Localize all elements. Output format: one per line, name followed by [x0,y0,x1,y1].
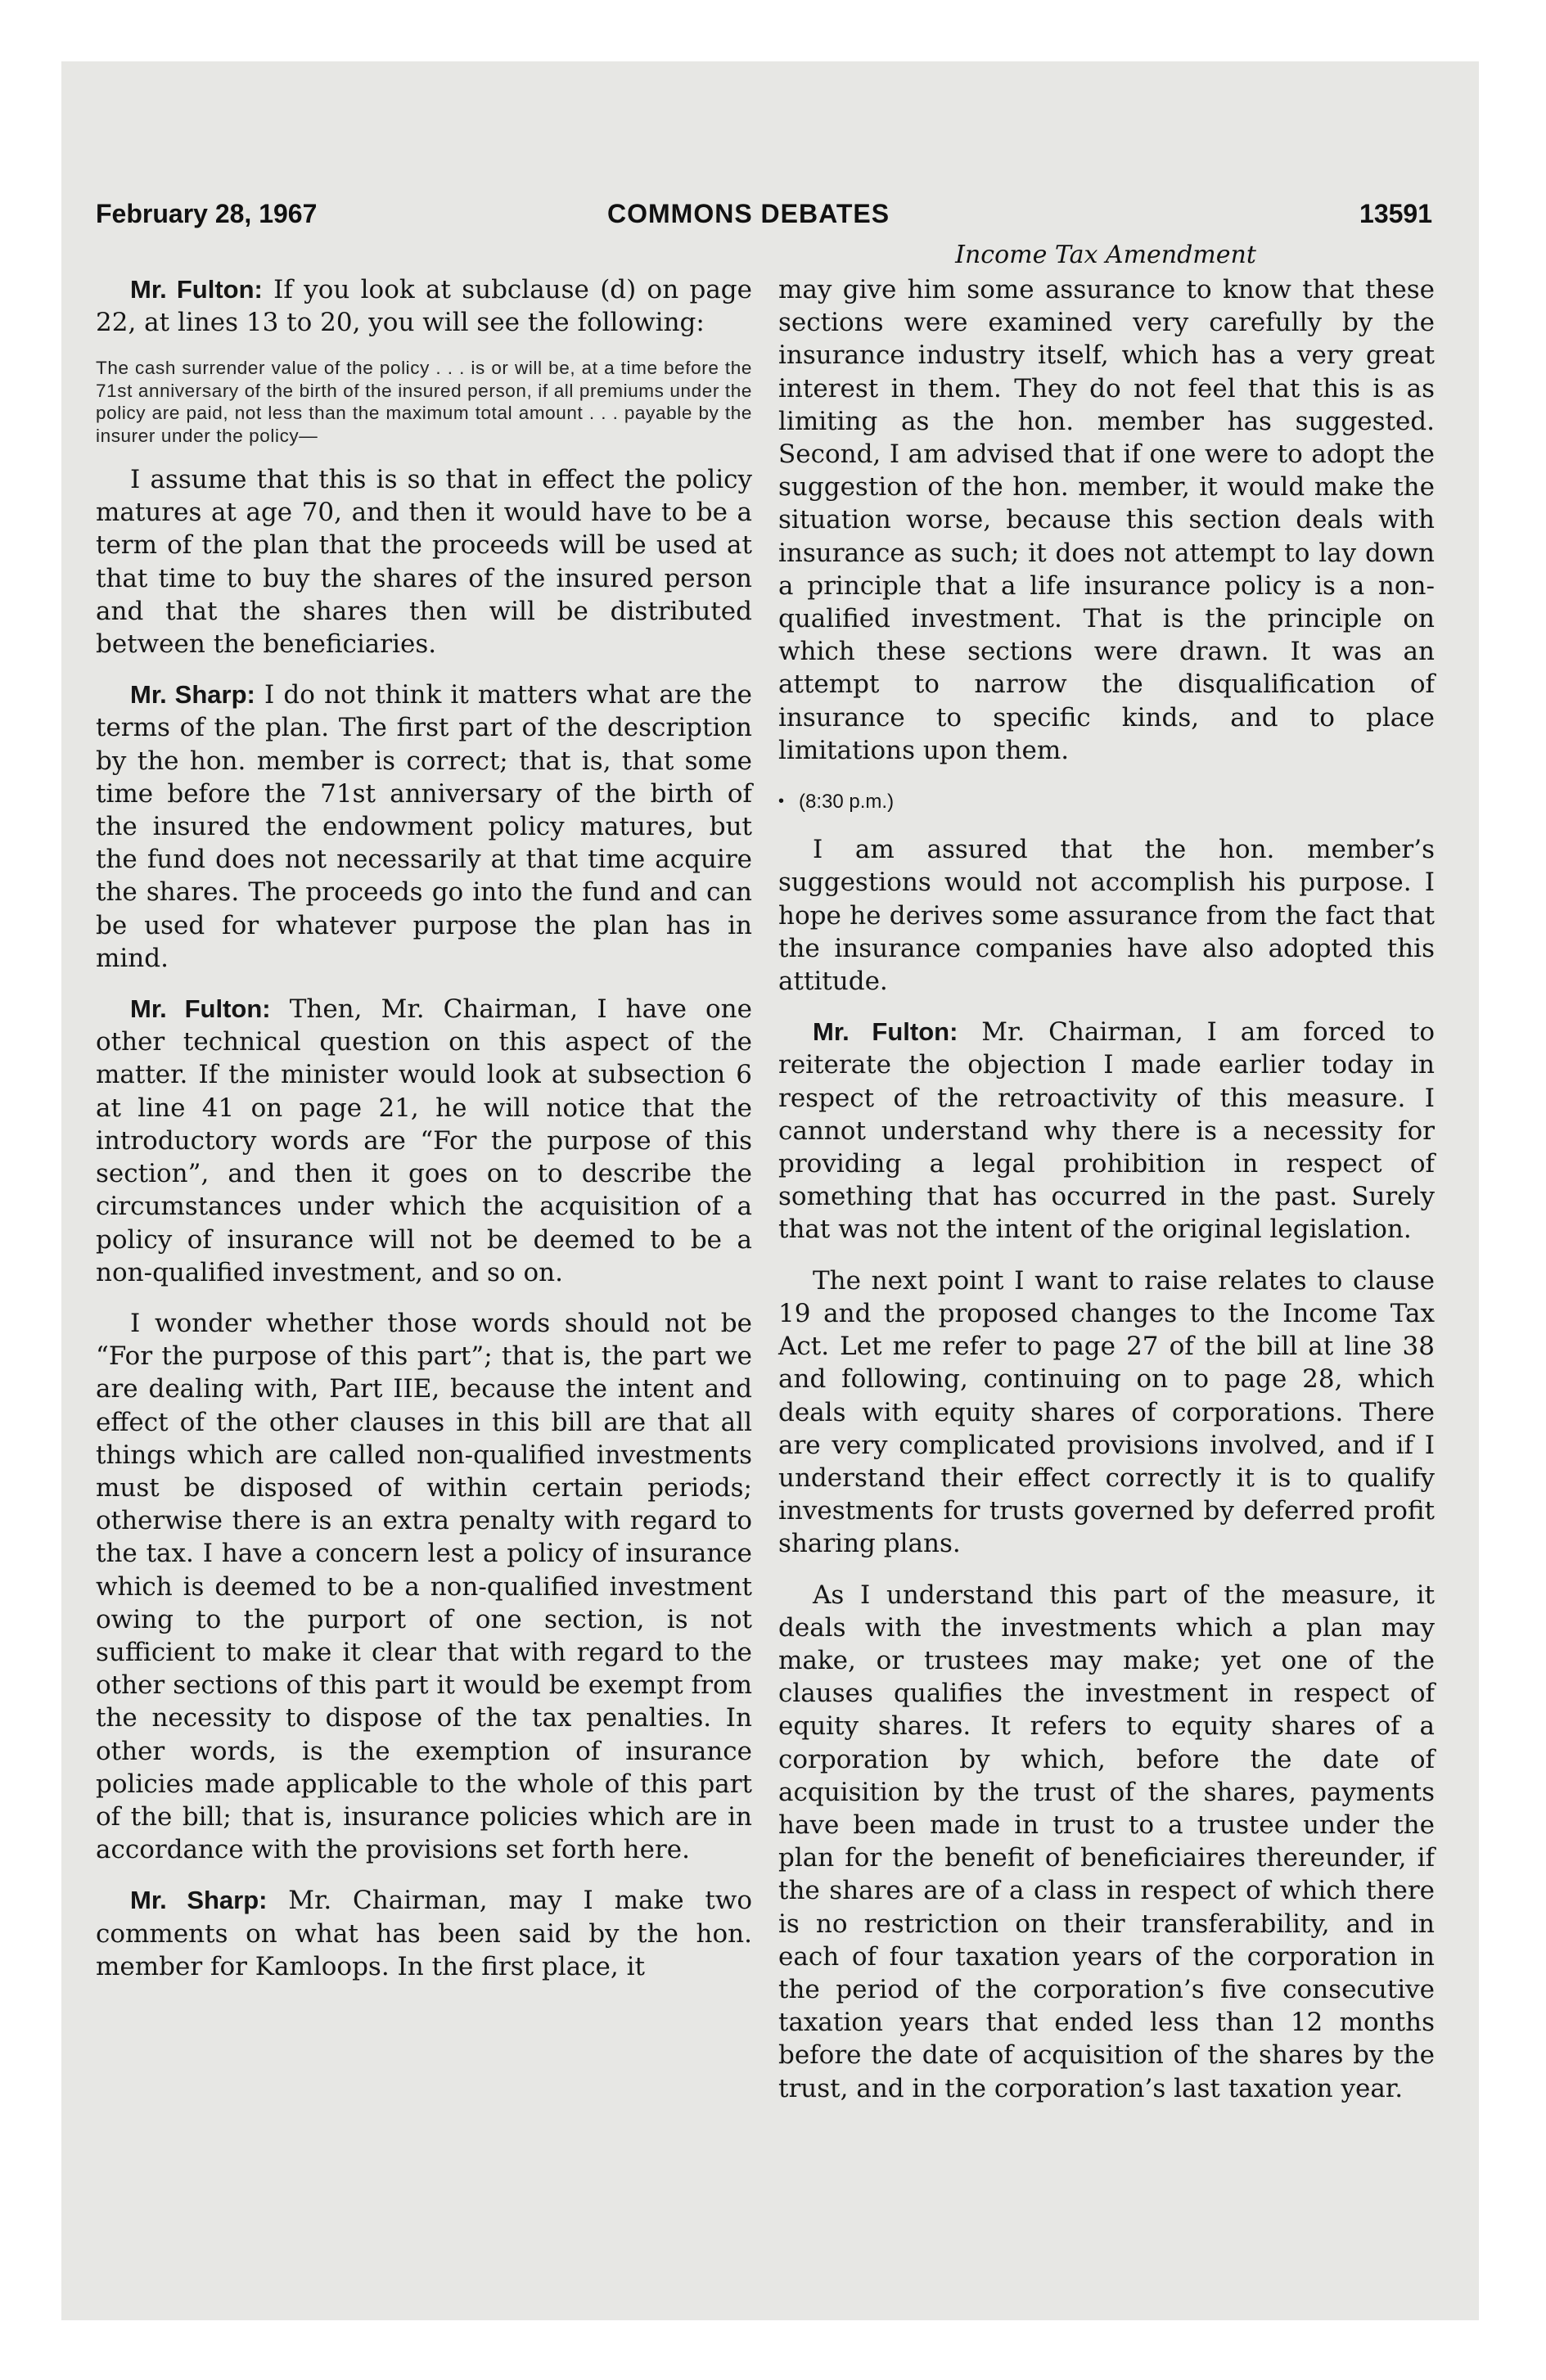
paragraph [96,678,752,975]
paragraph [778,1016,1435,1246]
paragraph [96,993,752,1289]
left-column [96,273,752,2001]
time-stamp [778,785,1435,818]
paragraph: may give him some assurance to know that these sections were examined very carefully by the insurance industry itself, which has a very great interest in them. They do not feel that this is as limiting as the hon. member has suggested. Second, I am advised that if one were to adopt the suggestion of the hon. member, it would make the situation worse, because this section deals with insurance as such; it does not attempt to lay down a principle that a life insurance policy is a non-qualified investment. That is the principle on which these sections were drawn. It was an attempt to narrow the disqualification of insurance to specific kinds, and to place limitations upon them. [778,275,1435,765]
paragraph: I wonder whether those words should not be “For the purpose of this part”; that is, the part we are dealing with, Part IIE, because the intent and effect of the other clauses in this bill are that all things which are called non-qualified investments must be disposed of within certain periods; otherwise there is an extra penalty with regard to the tax. I have a concern lest a policy of insurance which is deemed to be a non-qualified investment owing to the purport of one section, is not sufficient to make it clear that with regard to the other sections of this part it would be exempt from the necessity to dispose of the tax penalties. In other words, is the exemption of insurance policies made applicable to the whole of this part of the bill; that is, insurance policies which are in accordance with the provisions set forth here. [96,1308,752,1865]
paragraph [96,273,752,339]
speaker-name: Mr. Sharp: [130,680,255,710]
quoted-text: The cash surrender value of the policy . . . is or will be, at a time before the 71st anniversary of the birth of the insured person, if all premiums under the policy are paid, not less than the maximum total amount . . . payable by the insurer under the policy— [96,358,752,446]
paragraph-text: Mr. Chairman, I am forced to reiterate the objection I made earlier today in respect of the retroactivity of this measure. I cannot understand why there is a necessity for providing a legal prohibition in respect of something that has occurred in the past. Surely that was not the intent of the original legislation. [778,1017,1435,1245]
paragraph: As I understand this part of the measure, it deals with the investments which a plan may make, or trustees may make; yet one of the clauses qualifies the investment in respect of equity shares. It refers to equity shares of a corporation by which, before the date of acquisition by the trust of the shares, payments have been made in trust to a trustee under the plan for the benefit of beneficiaires thereunder, if the shares are of a class in respect of which there is no restriction on their transferability, and in each of four taxation years of the corporation in the period of the corporation’s five consecutive taxation years that ended less than 12 months before the date of acquisition of the shares by the trust, and in the corporation’s last taxation year. [778,1580,1435,2103]
paragraph: I assume that this is so that in effect the policy matures at age 70, and then it would have to be a term of the plan that the proceeds will be used at that time to buy the shares of the insured person and that the shares then will be distributed between the beneficiaries. [96,465,752,660]
paragraph: The next point I want to raise relates to clause 19 and the proposed changes to the Income Tax Act. Let me refer to page 27 of the bill at line 38 and following, continuing on to page 28, which deals with equity shares of corporations. There are very complicated provisions involved, and if I understand their effect correctly it is to qualify investments for trusts governed by deferred profit sharing plans. [778,1265,1435,1559]
paragraph-text: Then, Mr. Chairman, I have one other technical question on this aspect of the matter. If the minister would look at subsection 6 at line 41 on page 21, he will notice that the introductory words are “For the purpose of this section”, and then it goes on to describe the circumstances under which the acquisition of a policy of insurance will not be deemed to be a non-qualified investment, and so on. [96,994,752,1287]
header-page-number: 13591 [1359,199,1432,228]
header-title: COMMONS DEBATES [607,199,890,228]
page-header [96,199,1432,240]
paragraph-text: I do not think it matters what are the terms of the plan. The first part of the description by the hon. member is correct; that is, that some time before the 71st anniversary of the birth of the insured the endowment policy matures, but the fund does not necessarily at that time acquire the shares. The proceeds go into the fund and can be used for whatever purpose the plan has in mind. [96,680,752,973]
speaker-name: Mr. Fulton: [130,994,271,1024]
paragraph-text: Mr. Chairman, may I make two comments on what has been said by the hon. member for Kamloops. In the first place, it [96,1886,752,1981]
header-date: February 28, 1967 [96,199,318,228]
speaker-name: Mr. Fulton: [130,275,263,304]
paragraph: I am assured that the hon. member’s suggestions would not accomplish his purpose. I hope he derives some assurance from the fact that the insurance companies have also adopted this attitude. [778,835,1435,997]
paragraph [96,1884,752,1983]
speaker-name: Mr. Sharp: [130,1886,268,1915]
running-subject: Income Tax Amendment [955,241,1256,269]
right-column [778,273,1435,2123]
speaker-name: Mr. Fulton: [813,1017,958,1047]
bullet-icon: • [778,792,785,811]
time-text: (8:30 p.m.) [799,791,895,814]
paragraph-text: If you look at subclause (d) on page 22, at lines 13 to 20, you will see the following: [96,275,752,338]
